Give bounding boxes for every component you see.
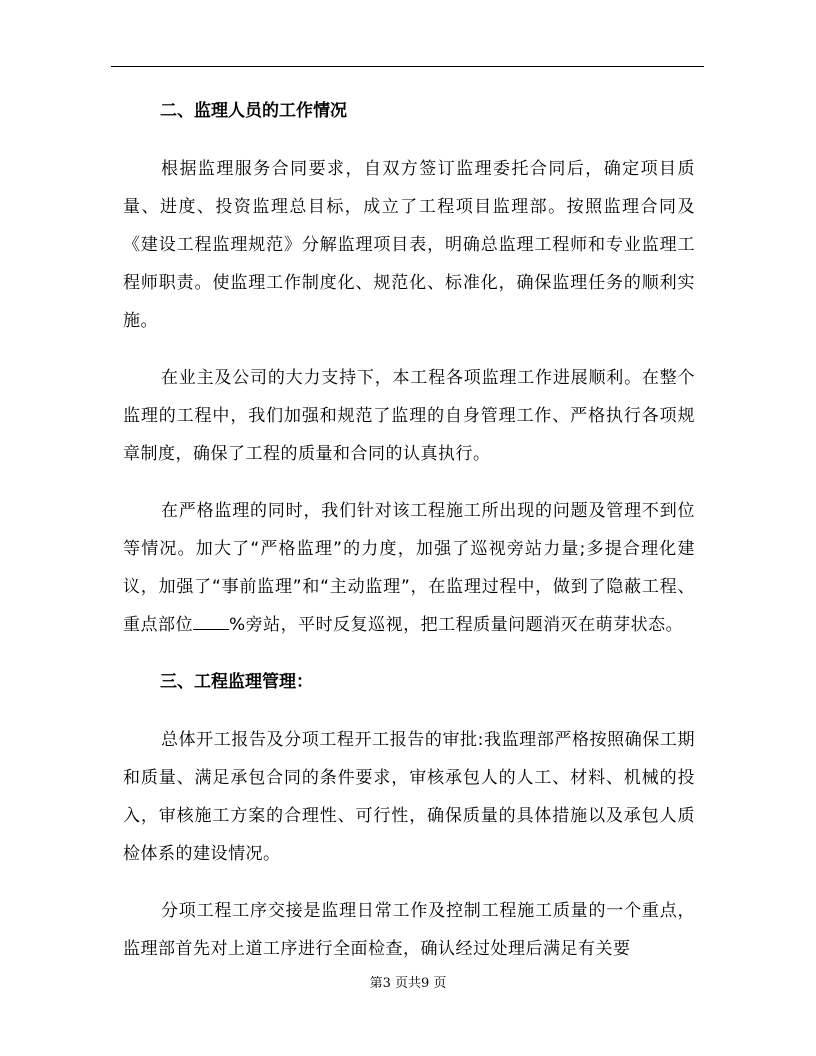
page-number: 第3 页共9 页 <box>369 976 447 991</box>
document-body <box>123 92 695 987</box>
section-two-paragraph-3 <box>123 492 695 644</box>
fill-in-blank <box>193 613 229 630</box>
header-rule <box>111 66 704 67</box>
paragraph-3-text-before-blank: 在严格监理的同时，我们针对该工程施工所出现的问题及管理不到位等情况。加大了“严格监理”的力度，加强了巡视旁站力量;多提合理化建议，加强了“事前监理”和“主动监理”，在监理过程中，做到了隐蔽工程、重点部位 <box>123 501 695 635</box>
section-two-paragraph-2: 在业主及公司的大力支持下，本工程各项监理工作进展顺利。在整个监理的工程中，我们加强和规范了监理的自身管理工作、严格执行各项规章制度，确保了工程的质量和合同的认真执行。 <box>123 368 695 464</box>
section-three-paragraph-2: 分项工程工序交接是监理日常工作及控制工程施工质量的一个重点，监理部首先对上道工序进行全面检查，确认经过处理后满足有关要 <box>123 901 695 959</box>
paragraph-3-text-after-blank: %旁站，平时反复巡视，把工程质量问题消灭在萌芽状态。 <box>229 615 684 635</box>
section-three-paragraph-1: 总体开工报告及分项工程开工报告的审批:我监理部严格按照确保工期和质量、满足承包合同的条件要求，审核承包人的人工、材料、机械的投入，审核施工方案的合理性、可行性，确保质量的具体措施以及承包人质检体系的建设情况。 <box>123 730 695 864</box>
section-three-heading: 三、工程监理管理： <box>160 672 313 692</box>
section-two-heading: 二、监理人员的工作情况 <box>160 101 347 121</box>
section-two-paragraph-1: 根据监理服务合同要求，自双方签订监理委托合同后，确定项目质量、进度、投资监理总目标，成立了工程项目监理部。按照监理合同及《建设工程监理规范》分解监理项目表，明确总监理工程师和专业监理工程师职责。使监理工作制度化、规范化、标准化，确保监理任务的顺利实施。 <box>123 159 695 331</box>
